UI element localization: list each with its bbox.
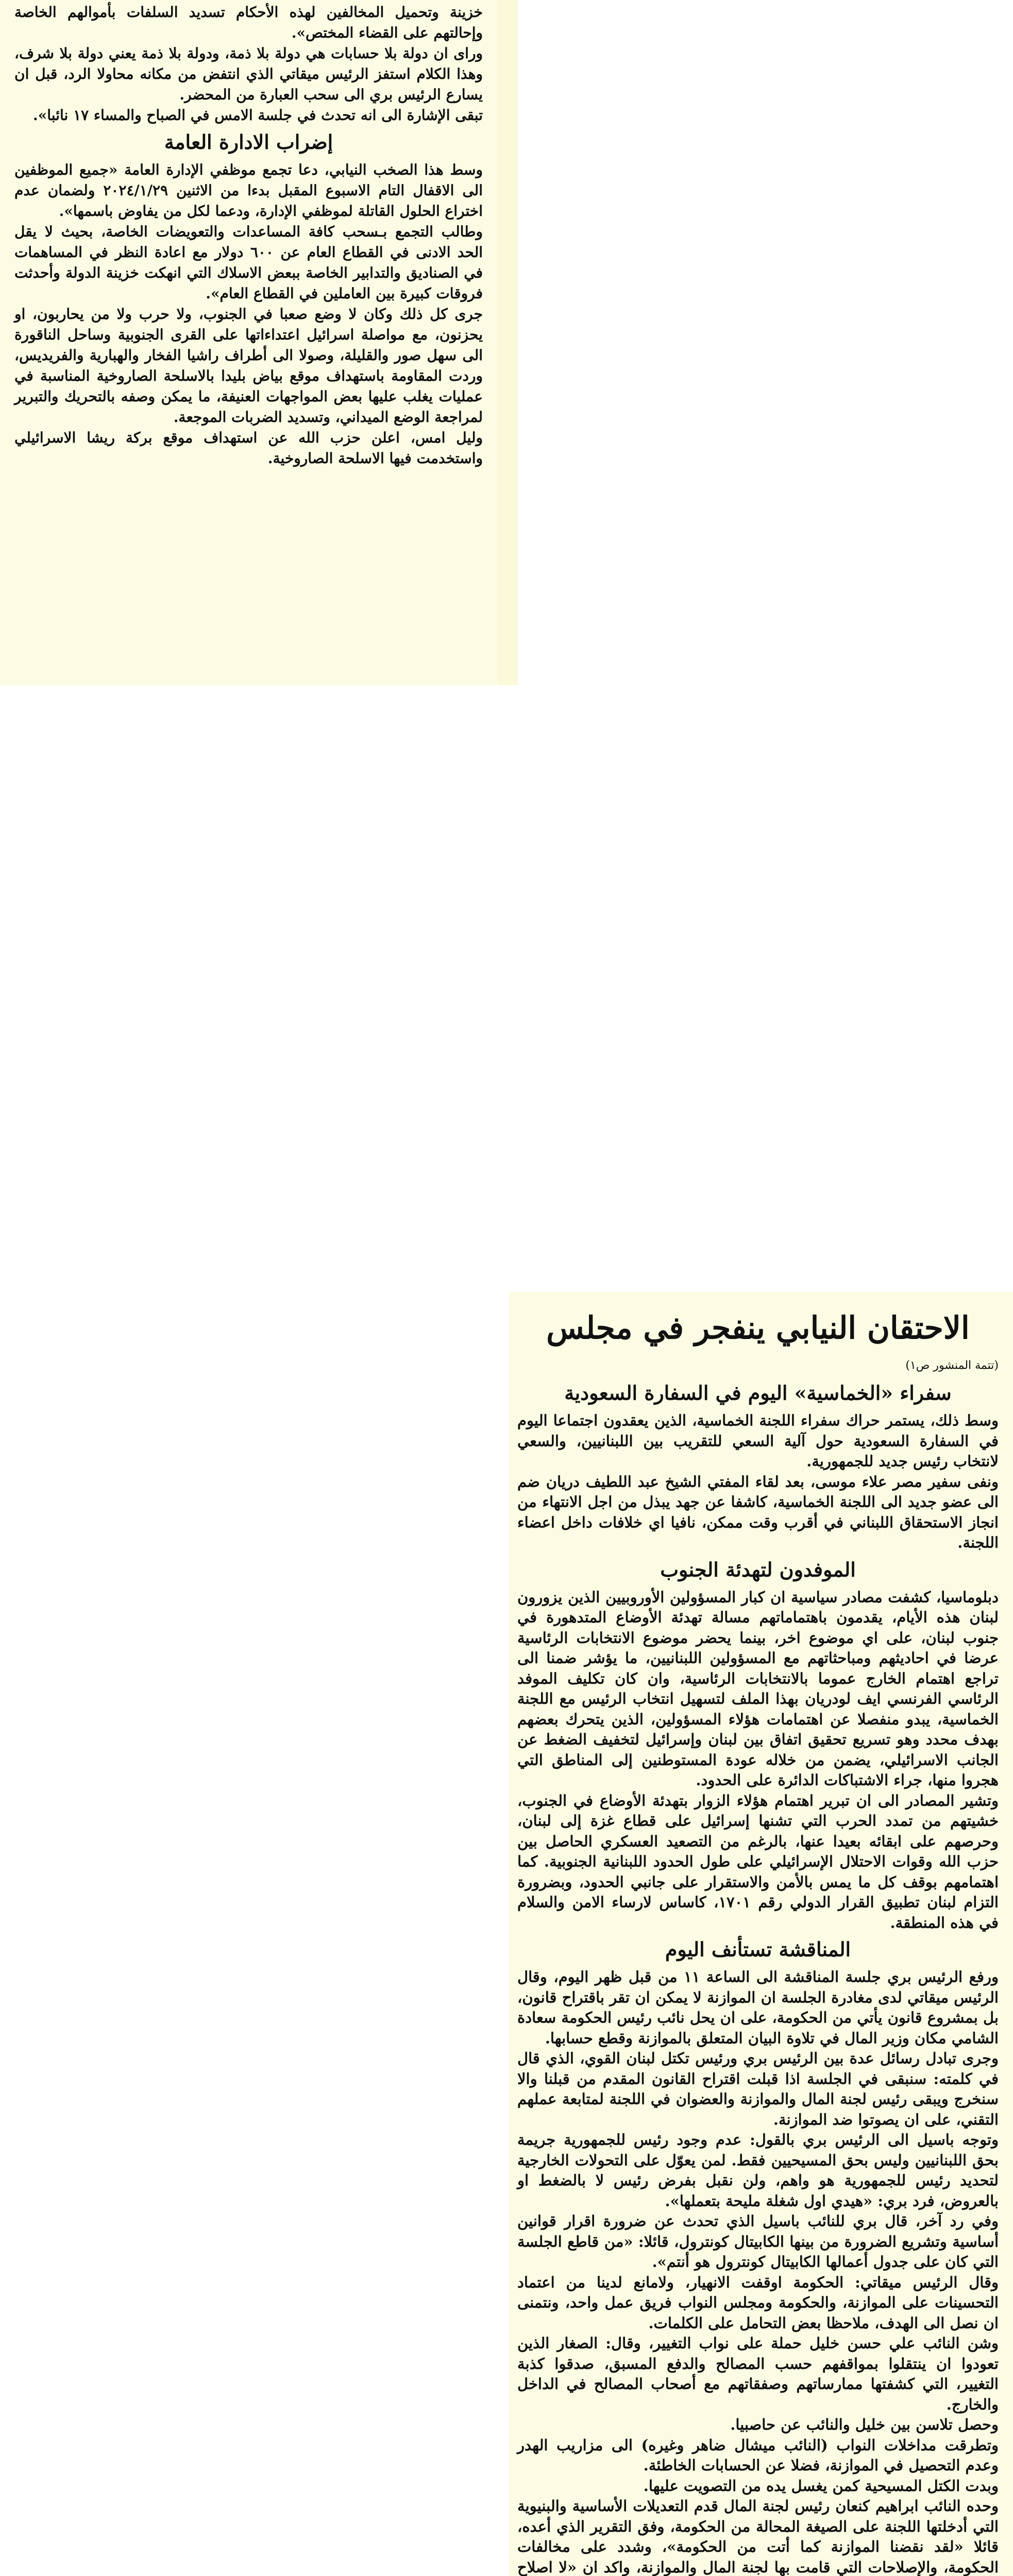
section-subheading: المناقشة تستأنف اليوم (665, 1938, 851, 1961)
article-paragraph: خزينة وتحميل المخالفين لهذه الأحكام تسديد السلفات بأموالهم الخاصة وإحالتهم على القضاء المختص». (14, 4, 483, 41)
article-paragraph: تبقى الإشارة الى انه تحدث في جلسة الامس في الصباح والمساء ١٧ نائبا». (32, 107, 483, 124)
section-subheading: الموفدون لتهدئة الجنوب (660, 1557, 856, 1581)
article-paragraph: جرى كل ذلك وكان لا وضع صعبا في الجنوب، ولا حرب ولا من يحاربون، او يحزنون، مع مواصلة اسرائيل اعتداءاتها على القرى الجنوبية وساحل الناقورة الى سهل صور والقليلة، وصولا الى أطراف راشيا الفخار والهبارية والفريديس، وردت المقاومة باستهداف موقع بياض بليدا بالاسلحة الصاروخية المناسبة في عمليات يغلب عليها بعض المواجهات العنيفة، ما يمكن وصفه بالتحريك والتبرير لمراجعة الوضع الميداني، وتسديد الضربات الموجعة. (14, 306, 483, 426)
article-paragraph: وحصل تلاسن بين خليل والنائب عن حاصبيا. (730, 2416, 999, 2433)
article-paragraph: وفي رد آخر، قال بري للنائب باسيل الذي تحدث عن ضرورة اقرار قوانين أساسية وتشريع الضرورة من بينها الكابيتال كونترول، قائلا: «من قاطع الجلسة التي كان على جدول أعمالها الكابيتال كونترول هو أنتم». (517, 2212, 999, 2270)
article-paragraph: وطالب التجمع بـسحب كافة المساعدات والتعويضات الخاصة، بحيث لا يقل الحد الادنى في القطاع العام عن ٦٠٠ دولار مع اعادة النظر في المساهمات في الصناديق والتدابير الخاصة ببعض الاسلاك التي انهكت خزينة الدولة وأحدثت فروقات كبيرة بين العاملين في القطاع العام». (14, 223, 483, 302)
article-paragraph: وليل امس، اعلن حزب الله عن استهداف موقع بركة ريشا الاسرائيلي واستخدمت فيها الاسلحة الصاروخية. (14, 429, 483, 467)
article-paragraph: وتوجه باسيل الى الرئيس بري بالقول: عدم وجود رئيس للجمهورية جريمة بحق اللبنانيين وليس بحق المسيحيين فقط. لمن يعوّل على التحولات الخارجية لتحديد رئيس للجمهورية هو واهم، ولن نقبل بفرض رئيس لا بالضغط او بالعروض، فرد بري: «هيدي اول شغلة مليحة بتعملها». (517, 2131, 999, 2210)
article-paragraph: دبلوماسيا، كشفت مصادر سياسية ان كبار المسؤولين الأوروبيين الذين يزورون لبنان هذه الأيام، يقدمون باهتماماتهم مسالة تهدئة الأوضاع المتدهورة في جنوب لبنان، على اي موضوع اخر، بينما يحضر موضوع الانتخابات الرئاسية عرضا في احاديثهم ومباحثاتهم مع المسؤولين اللبنانيين، ما يؤشر ضمنا الى تراجع اهتمام الخارج عموما بالانتخابات الرئاسية، وان كان تكليف الموفد الرئاسي الفرنسي ايف لودريان بهذا الملف لتسهيل انتخاب الرئيس مع اللجنة الخماسية، يبدو منفصلا عن اهتمامات هؤلاء المسؤولين، الذين يتحرك بعضهم بهدف محدد وهو تسريع تحقيق اتفاق بين لبنان وإسرائيل لتخفيف الضغط عن الجانب الاسرائيلي، يضمن من خلاله عودة المستوطنين إلى المناطق التي هجروا منها، جراء الاشتباكات الدائرة على الحدود. (517, 1588, 999, 1789)
article-paragraph: وشن النائب علي حسن خليل حملة على نواب التغيير، وقال: الصغار الذين تعودوا ان ينتقلوا بمواقفهم حسب المصالح والدفع المسبق، صدقوا كذبة التغيير، التي كشفتها ممارساتهم وصفقاتهم مع أصحاب المصالح في الداخل والخارج. (517, 2334, 999, 2413)
section-subheading: سفراء «الخماسية» اليوم في السفارة السعودية (564, 1381, 952, 1404)
article-paragraph: وقال الرئيس ميقاتي: الحكومة اوقفت الانهيار، ولامانع لدينا من اعتماد التحسينات على الموازنة، والحكومة ومجلس النواب فريق عمل واحد، ونتمنى ان نصل الى الهدف، ملاحظا بعض التحامل على الكلمات. (517, 2273, 999, 2332)
article-paragraph: وراى ان دولة بلا حسابات هي دولة بلا ذمة، ودولة بلا ذمة يعني دولة بلا شرف، وهذا الكلام استفز الرئيس ميقاتي الذي انتفض من مكانه محاولا الرد، قبل ان يسارع الرئيس بري الى سحب العبارة من المحضر. (14, 45, 483, 103)
article-headline: الاحتقان النيابي ينفجر في مجلس (546, 1310, 970, 1346)
section-subheading: إضراب الادارة العامة (164, 130, 333, 154)
bottom-article-column (509, 1292, 1013, 2576)
article-paragraph: وجرى تبادل رسائل عدة بين الرئيس بري ورئيس تكتل لبنان القوي، الذي قال في كلمته: سنبقى في الجلسة اذا قبلت اقتراح القانون المقدم من قبلنا والا سنخرج ويبقى رئيس لجنة المال والموازنة والعضوان في اللجنة لمتابعة عملهم التقني، على ان يصوتوا ضد الموازنة. (517, 2049, 999, 2128)
article-paragraph: وتشير المصادر الى ان تبرير اهتمام هؤلاء الزوار بتهدئة الأوضاع في الجنوب، خشيتهم من تمدد الحرب التي تشنها إسرائيل على قطاع غزة إلى لبنان، وحرصهم على ابقائه بعيدا عنها، بالرغم من التصعيد العسكري الحاصل بين حزب الله وقوات الاحتلال الإسرائيلي على طول الحدود اللبنانية الجنوبية. كما اهتمامهم بوقف كل ما يمس بالأمن والاستقرار على جانبي الحدود، وبضرورة التزام لبنان تطبيق القرار الدولي رقم ١٧٠١، كاساس لارساء الامن والسلام في هذه المنطقة. (517, 1791, 999, 1931)
continuation-note: (تتمة المنشور ص١) (905, 1359, 999, 1372)
article-paragraph: وتطرقت مداخلات النواب (النائب ميشال ضاهر وغيره) الى مزاريب الهدر وعدم التحصيل في الموازنة، فضلا عن الحسابات الخاطئة. (517, 2436, 999, 2474)
article-paragraph: ورفع الرئيس بري جلسة المناقشة الى الساعة ١١ من قبل ظهر اليوم، وقال الرئيس ميقاتي لدى مغادرة الجلسة ان الموازنة لا يمكن ان تقر باقتراح قانون، بل بمشروع قانون يأتي من الحكومة، على ان يحل نائب رئيس الحكومة سعادة الشامي مكان وزير المال في تلاوة البيان المتعلق بالموازنة وقطع حسابها. (517, 1968, 999, 2047)
margin-strip (497, 0, 518, 685)
article-paragraph: ونفى سفير مصر علاء موسى، بعد لقاء المفتي الشيخ عبد اللطيف دريان ضم الى عضو جديد الى اللجنة الخماسية، كاشفا عن جهد يبذل من اجل الانتهاء من انجاز الاستحقاق اللبناني في أقرب وقت ممكن، نافيا اي خلافات داخل اعضاء اللجنة. (517, 1472, 999, 1551)
article-paragraph: وبدت الكتل المسيحية كمن يغسل يده من التصويت عليها. (643, 2477, 999, 2495)
article-paragraph: وسط هذا الصخب النيابي، دعا تجمع موظفي الإدارة العامة «جميع الموظفين الى الاقفال التام الاسبوع المقبل بدءا من الاثنين ٢٠٢٤/١/٢٩ ولضمان عدم اختراع الحلول القاتلة لموظفي الإدارة، ودعما لكل من يفاوض باسمها». (14, 161, 483, 219)
article-paragraph: وسط ذلك، يستمر حراك سفراء اللجنة الخماسية، الذين يعقدون اجتماعا اليوم في السفارة السعودية حول آلية السعي للتقريب بين اللبنانيين، والسعي لانتخاب رئيس جديد للجمهورية. (517, 1412, 999, 1470)
top-article-column (0, 0, 497, 685)
article-paragraph: وحده النائب ابراهيم كنعان رئيس لجنة المال قدم التعديلات الأساسية والبنيوية التي أدخلتها اللجنة على الصيغة المحالة من الحكومة، وفق التقرير الذي أعده، قائلا «لقد نقضنا الموازنة كما أتت من الحكومة»، وشدد على مخالفات الحكومة، والإصلاحات التي قامت بها لجنة المال والموازنة، واكد ان «لا اصلاح (517, 2497, 999, 2576)
